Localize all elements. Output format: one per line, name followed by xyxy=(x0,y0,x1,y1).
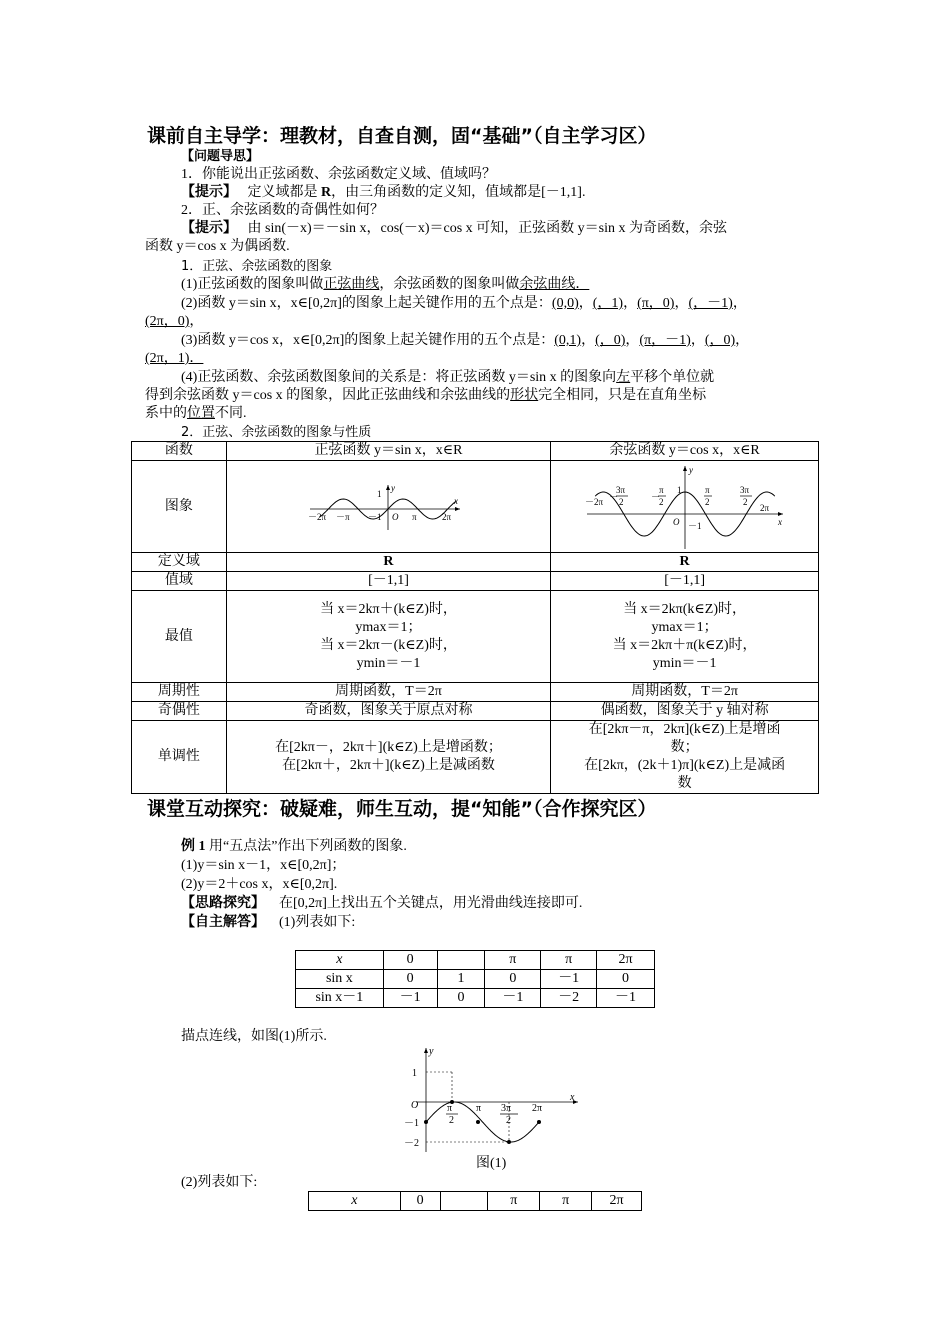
cell: －1 xyxy=(383,989,437,1008)
tick-label: 2 xyxy=(742,496,748,507)
row-label: 值域 xyxy=(132,572,227,591)
k1-p1-text-a: (1)正弦函数的图象叫做 xyxy=(181,277,324,292)
key-point xyxy=(537,1120,541,1124)
knowledge-1-p4-line-1 xyxy=(181,369,714,387)
hint-2-text: 由 sin(－x)＝－sin x，cos(－x)＝cos x 可知，正弦函数 y＝sin x 为奇函数，余弦 xyxy=(247,221,727,236)
figure-1-caption: 图(1) xyxy=(476,1156,507,1171)
axis-label: y xyxy=(429,1046,434,1057)
axis-label: x xyxy=(454,495,459,506)
cell-line: 当 x＝2kπ(k∈Z)时， xyxy=(623,601,746,617)
cell-line: 数 xyxy=(677,776,692,791)
cell xyxy=(551,721,819,794)
k1-p4-text-b: 平移个单位就 xyxy=(630,370,715,385)
example-part-2: (2)y＝2＋cos x，x∈[0,2π]. xyxy=(181,877,338,892)
tick-label: －1 xyxy=(404,1118,419,1129)
tick-label: 2π xyxy=(442,511,452,522)
tick-label: π xyxy=(704,484,710,495)
hint-label: 【提示】 xyxy=(181,221,237,236)
tick-label: 2 xyxy=(704,496,710,507)
tick-label: 1 xyxy=(676,484,682,495)
cell: [－1,1] xyxy=(226,572,550,591)
knowledge-1-title: 1．正弦、余弦函数的图象 xyxy=(181,259,333,274)
cell: 偶函数，图象关于 y 轴对称 xyxy=(551,702,819,721)
example-label: 例 1 xyxy=(181,839,206,854)
tick-label: π xyxy=(658,484,664,495)
section-title-inclass: 课堂互动探究：破疑难，师生互动，提“知能”（合作探究区） xyxy=(147,798,657,820)
figure-1-graph xyxy=(398,1044,584,1154)
knowledge-1-p2: (2)函数 y＝sin x，x∈[0,2π]的图象上起关键作用的五个点是：(0,0)，(，1)，(π，0)，(，－1)， xyxy=(181,296,747,311)
k1-p2-point: (，1) xyxy=(592,296,624,311)
tick-label: －2π xyxy=(308,511,327,522)
table-row xyxy=(296,970,655,989)
cosine-graph xyxy=(585,463,785,551)
cell: 周期函数，T＝2π xyxy=(226,683,550,702)
sine-graph xyxy=(308,482,468,532)
k1-p1-sine-curve: 正弦曲线 xyxy=(323,277,380,292)
table-row xyxy=(132,461,819,553)
think-text: 在[0,2π]上找出五个关键点，用光滑曲线连接即可. xyxy=(279,896,583,911)
knowledge-1-p3-cont xyxy=(145,350,210,368)
cell: 2π xyxy=(592,1192,642,1211)
cell: R xyxy=(551,553,819,572)
k1-p4-shape: 形状 xyxy=(510,388,539,403)
cell: x xyxy=(309,1192,401,1211)
k1-p4-line3-b: 不同. xyxy=(215,406,247,421)
properties-table xyxy=(131,441,819,794)
cell: 0 xyxy=(383,951,437,970)
knowledge-1-p3: (3)函数 y＝cos x，x∈[0,2π]的图象上起关键作用的五个点是：(0,1)，(，0)，(π，－1)，(，0)， xyxy=(181,333,750,348)
tick-label: 3π xyxy=(501,1103,512,1114)
cell: 奇函数，图象关于原点对称 xyxy=(226,702,550,721)
example-part-1: (1)y＝sin x－1，x∈[0,2π]； xyxy=(181,858,346,873)
cell-line: 当 x＝2kπ＋π(k∈Z)时， xyxy=(612,637,757,653)
cell: 0 xyxy=(400,1192,440,1211)
k1-p1-text-b: ，余弦函数的图象叫做 xyxy=(379,277,520,292)
tick-label: － xyxy=(608,491,618,502)
tick-label: 1 xyxy=(377,488,382,499)
knowledge-1-p4-line-3 xyxy=(145,405,247,423)
table-row xyxy=(132,683,819,702)
tick-label: 1 xyxy=(412,1068,417,1079)
cell xyxy=(226,591,550,683)
answer-label: 【自主解答】 xyxy=(181,915,265,930)
cell-line: 数； xyxy=(670,740,699,755)
table-row xyxy=(132,721,819,794)
cell-line: 在[2kπ－，2kπ＋](k∈Z)上是增函数； xyxy=(275,740,502,755)
cell-line: 在[2kπ＋，2kπ＋](k∈Z)上是减函数 xyxy=(282,758,495,773)
k1-p1-cosine-curve: 余弦曲线． xyxy=(519,277,590,292)
axis-label: y xyxy=(688,464,693,475)
hint-1-text-b: ，由三角函数的定义知，值域都是[－1,1]. xyxy=(331,185,586,200)
k1-p4-line3-a: 系中的 xyxy=(145,406,187,421)
list-2-intro: (2)列表如下: xyxy=(181,1175,258,1190)
table-row xyxy=(296,989,655,1008)
cos-graph-cell xyxy=(551,461,819,553)
hint-1-R: R xyxy=(321,185,332,200)
cell: sin x xyxy=(296,970,384,989)
origin-label: O xyxy=(672,516,680,527)
tick-label: π xyxy=(412,511,418,522)
plot-note: 描点连线，如图(1)所示. xyxy=(181,1029,327,1044)
k1-p4-text-a: (4)正弦函数、余弦函数图象间的关系是：将正弦函数 y＝sin x 的图象向 xyxy=(181,370,617,385)
question-1: 1．你能说出正弦函数、余弦函数定义域、值域吗？ xyxy=(181,167,496,182)
k1-p4-line2-a: 得到余弦函数 y＝cos x 的图象，因此正弦曲线和余弦曲线的 xyxy=(145,388,511,403)
cell: 2π xyxy=(597,951,655,970)
row-label: 奇偶性 xyxy=(132,702,227,721)
k1-p3-point: (，0) xyxy=(595,333,626,348)
row-label: 图象 xyxy=(132,461,227,553)
tick-label: 3π xyxy=(615,484,625,495)
row-label: 定义域 xyxy=(132,553,227,572)
tick-label: 2 xyxy=(618,496,624,507)
tick-label: 2 xyxy=(658,496,664,507)
hint-2-line-1 xyxy=(181,220,727,238)
k1-p2-text: (2)函数 y＝sin x，x∈[0,2π]的图象上起关键作用的五个点是： xyxy=(181,296,552,311)
tick-label: －2 xyxy=(404,1138,419,1149)
knowledge-2-title: 2．正弦、余弦函数的图象与性质 xyxy=(181,425,372,440)
k1-p2-point: (2π，0) xyxy=(145,314,190,329)
cell: π xyxy=(485,951,541,970)
table-row xyxy=(132,553,819,572)
example-text: 用“五点法”作出下列函数的图象. xyxy=(209,839,407,854)
table-row xyxy=(296,951,655,970)
tick-label: － xyxy=(650,491,660,502)
axis-label: y xyxy=(391,482,396,493)
header-cell: 余弦函数 y＝cos x，x∈R xyxy=(551,442,819,461)
cell xyxy=(226,721,550,794)
hint-2-line-2: 函数 y＝cos x 为偶函数. xyxy=(145,239,290,254)
knowledge-1-p4-line-2 xyxy=(145,387,706,405)
header-cell: 函数 xyxy=(132,442,227,461)
section-title-preclass: 课前自主导学：理教材，自查自测，固“基础”（自主学习区） xyxy=(147,125,657,147)
k1-p3-point: (，0) xyxy=(704,333,736,348)
cell: π xyxy=(540,1192,592,1211)
axis-label: x xyxy=(570,1092,575,1103)
values-table-1 xyxy=(295,950,655,1008)
table-row xyxy=(309,1192,642,1211)
row-label: 单调性 xyxy=(132,721,227,794)
tick-label: －2π xyxy=(584,496,603,507)
cell: R xyxy=(226,553,550,572)
k1-p4-position: 位置 xyxy=(187,406,215,421)
tick-label: －π xyxy=(336,511,351,522)
cell-line: 在[2kπ－π，2kπ](k∈Z)上是增函 xyxy=(588,722,781,737)
cell: 周期函数，T＝2π xyxy=(551,683,819,702)
k1-p3-point: (0,1) xyxy=(554,333,582,348)
k1-p2-point: (π，0) xyxy=(637,296,675,311)
knowledge-1-p2-cont: (2π，0)， xyxy=(145,314,204,329)
example-1 xyxy=(181,838,407,856)
tick-label: －1 xyxy=(687,520,702,531)
key-point xyxy=(507,1140,511,1144)
hint-1 xyxy=(181,184,585,202)
cell: －1 xyxy=(485,989,541,1008)
table-row xyxy=(132,572,819,591)
tick-label: 2π xyxy=(759,502,769,513)
cell: π xyxy=(541,951,597,970)
tick-label: 2 xyxy=(449,1115,454,1126)
key-point xyxy=(476,1120,480,1124)
table-row xyxy=(132,591,819,683)
cell xyxy=(551,591,819,683)
sin-minus-one-curve xyxy=(426,1102,539,1142)
cell-line: ymin＝－1 xyxy=(356,655,421,671)
k1-p2-point: (0,0) xyxy=(551,296,579,311)
axis-label: x xyxy=(777,516,782,527)
cell-line: 当 x＝2kπ－(k∈Z)时， xyxy=(320,637,457,653)
tick-label: π xyxy=(476,1103,482,1114)
think-label: 【思路探究】 xyxy=(181,896,265,911)
sin-graph-cell xyxy=(226,461,550,553)
key-point xyxy=(424,1120,428,1124)
cell-line: ymin＝－1 xyxy=(652,655,717,671)
cell xyxy=(440,1192,488,1211)
cell xyxy=(437,951,485,970)
question-2: 2．正、余弦函数的奇偶性如何？ xyxy=(181,203,384,218)
cell: [－1,1] xyxy=(551,572,819,591)
tick-label: 3π xyxy=(739,484,749,495)
header-cell: 正弦函数 y＝sin x，x∈R xyxy=(226,442,550,461)
table-row xyxy=(132,442,819,461)
tick-label: －1 xyxy=(368,511,382,522)
guide-header: 【问题导思】 xyxy=(181,149,260,164)
answer-text: (1)列表如下: xyxy=(279,915,356,930)
hint-label: 【提示】 xyxy=(181,185,237,200)
cell: －2 xyxy=(541,989,597,1008)
answer-line xyxy=(181,914,355,932)
cell: 0 xyxy=(383,970,437,989)
think-line xyxy=(181,895,582,913)
tick-label: π xyxy=(447,1103,453,1114)
row-label: 周期性 xyxy=(132,683,227,702)
k1-p4-line2-b: 完全相同，只是在直角坐标 xyxy=(538,388,707,403)
knowledge-1-p1 xyxy=(181,276,589,294)
k1-p3-point: (π，－1) xyxy=(639,333,691,348)
values-table-2 xyxy=(308,1191,642,1211)
k1-p2-point: (，－1) xyxy=(688,296,733,311)
cell: 1 xyxy=(437,970,485,989)
origin-label: O xyxy=(411,1100,419,1111)
k1-p3-text: (3)函数 y＝cos x，x∈[0,2π]的图象上起关键作用的五个点是： xyxy=(181,333,555,348)
cell-line: 当 x＝2kπ＋(k∈Z)时， xyxy=(320,601,457,617)
cell-line: ymax＝1； xyxy=(355,619,422,635)
origin-label: O xyxy=(392,511,399,522)
cell: π xyxy=(488,1192,540,1211)
row-label: 最值 xyxy=(132,591,227,683)
tick-label: 2π xyxy=(532,1103,543,1114)
cell-line: 在[2kπ，(2k＋1)π](k∈Z)上是减函 xyxy=(584,758,786,773)
table-row xyxy=(132,702,819,721)
cell: －1 xyxy=(597,989,655,1008)
k1-p3-point: (2π，1)． xyxy=(145,351,204,366)
cell: 0 xyxy=(485,970,541,989)
k1-p4-left: 左 xyxy=(616,370,631,385)
cell: －1 xyxy=(541,970,597,989)
cell: 0 xyxy=(597,970,655,989)
cell-line: ymax＝1； xyxy=(651,619,718,635)
tick-label: 2 xyxy=(506,1115,511,1126)
cell: sin x－1 xyxy=(296,989,384,1008)
hint-1-text-a: 定义域都是 xyxy=(247,185,318,200)
cell: 0 xyxy=(437,989,485,1008)
cell: x xyxy=(296,951,384,970)
